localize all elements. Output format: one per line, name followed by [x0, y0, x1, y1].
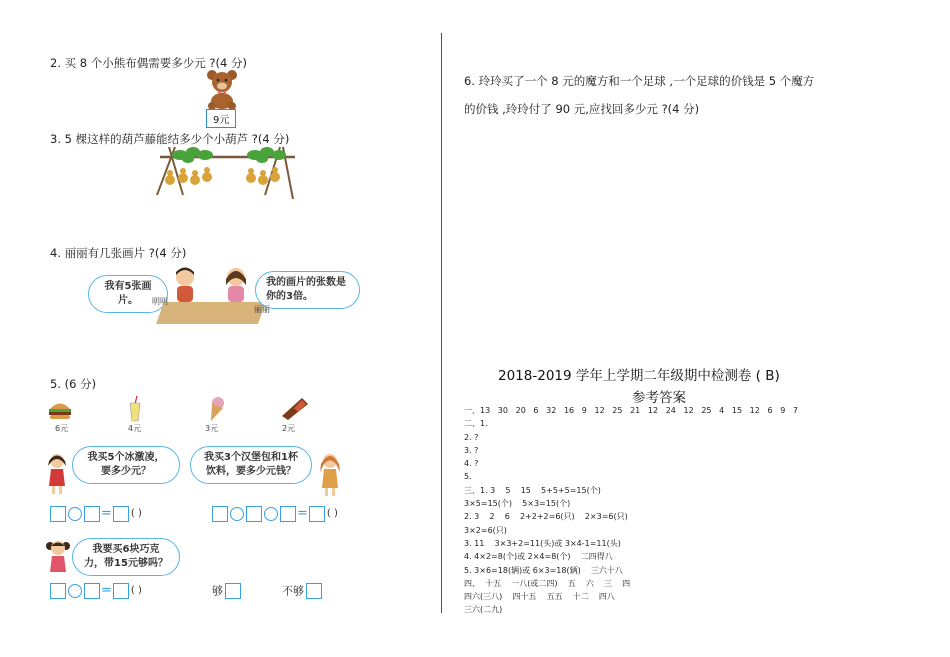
- answer-line: 3. ?: [464, 445, 479, 455]
- question-4-text: 4. 丽丽有几张画片 ?(4 分): [50, 246, 187, 260]
- name-lili: 丽丽: [254, 305, 270, 314]
- answer-box[interactable]: [280, 506, 296, 522]
- price-hamburger: 6元: [55, 424, 69, 433]
- not-enough-checkbox[interactable]: [306, 583, 322, 599]
- name-mingming: 明明: [152, 297, 168, 306]
- bubble-chocolate: 我要买6块巧克力，带15元够吗？: [72, 538, 180, 576]
- bubble-lili: 我的画片的张数是你的3倍。: [255, 271, 360, 309]
- equation-burger: = ( ): [212, 503, 338, 522]
- bubble-ice-cream: 我买5个冰激凌，要多少元？: [72, 446, 180, 484]
- chocolate-icon: [280, 396, 310, 424]
- answer-line: 一、13 30 20 6 32 16 9 12 25 21 12 24 12 25 4 15 12 6 9 7: [464, 406, 799, 415]
- answer-box[interactable]: [309, 506, 325, 522]
- question-5-text: 5. (6 分): [50, 377, 97, 391]
- unit-parenthesis[interactable]: ( ): [326, 508, 338, 519]
- drink-icon: [128, 396, 142, 426]
- not-enough-label: 不够: [282, 584, 304, 598]
- bubble-burger: 我买3个汉堡包和1杯饮料，要多少元钱？: [190, 446, 312, 484]
- answer-box[interactable]: [113, 506, 129, 522]
- answer-line: 3×2=6(只): [464, 525, 507, 535]
- operator-circle[interactable]: [264, 507, 278, 521]
- column-divider: [441, 33, 442, 613]
- answer-line: 二、1.: [464, 419, 488, 429]
- table-image: [156, 302, 266, 324]
- question-2-text: 2. 买 8 个小熊布偶需要多少元 ?(4 分): [50, 56, 247, 70]
- hamburger-icon: [48, 400, 72, 424]
- unit-parenthesis[interactable]: ( ): [130, 585, 142, 596]
- answer-line: 2. 3 2 6 2+2+2=6(只) 2×3=6(只): [464, 512, 628, 522]
- answer-box[interactable]: [50, 506, 66, 522]
- answer-line: 5. 3×6=18(辆)或 6×3=18(辆) 三六十八: [464, 565, 623, 575]
- enough-choice: [212, 580, 241, 599]
- price-drink: 4元: [128, 424, 142, 433]
- answer-box[interactable]: [113, 583, 129, 599]
- question-6-line2: 的价钱 ,玲玲付了 90 元,应找回多少元 ?(4 分): [464, 102, 700, 116]
- answer-line: 4. 4×2=8(个)或 2×4=8(个) 二四得八: [464, 552, 613, 562]
- enough-checkbox[interactable]: [225, 583, 241, 599]
- answer-line: 四六(三八) 四十五 五五 十二 四八: [464, 592, 615, 602]
- answer-line: 四、 十五 一八(或二四) 五 六 三 四: [464, 578, 631, 588]
- answer-line: 三六(二九): [464, 605, 503, 615]
- not-enough-choice: [282, 580, 322, 599]
- operator-circle[interactable]: [68, 584, 82, 598]
- answer-line: 3. 11 3×3+2=11(头)或 3×4-1=11(头): [464, 538, 621, 548]
- equation-chocolate: = ( ): [50, 580, 142, 599]
- unit-parenthesis[interactable]: ( ): [130, 508, 142, 519]
- operator-circle[interactable]: [68, 507, 82, 521]
- question-3-text: 3. 5 棵这样的葫芦藤能结多少个小葫芦 ?(4 分): [50, 132, 290, 146]
- answer-title: 2018-2019 学年上学期二年级期中检测卷 ( B): [498, 368, 780, 384]
- teddy-price-tag: 9元: [206, 109, 236, 128]
- answer-line: 三、1. 3 5 15 5+5+5=15(个): [464, 485, 601, 495]
- question-6-line1: 6. 玲玲买了一个 8 元的魔方和一个足球 ,一个足球的价钱是 5 个魔方: [464, 74, 815, 88]
- answer-box[interactable]: [212, 506, 228, 522]
- answer-box[interactable]: [50, 583, 66, 599]
- teddy-bear-image: [204, 68, 240, 114]
- price-chocolate: 2元: [282, 424, 296, 433]
- answer-line: 2. ?: [464, 432, 479, 442]
- bubble-mingming: 我有5张画片。: [88, 275, 168, 313]
- operator-circle[interactable]: [230, 507, 244, 521]
- enough-label: 够: [212, 584, 223, 598]
- answer-line: 3×5=15(个) 5×3=15(个): [464, 499, 571, 509]
- answer-subtitle: 参考答案: [632, 390, 686, 406]
- girl-left-figure: [46, 452, 68, 500]
- answer-line: 4. ?: [464, 459, 479, 469]
- gourd-vine-image: [155, 145, 300, 204]
- answer-box[interactable]: [84, 506, 100, 522]
- equation-ice-cream: = ( ): [50, 503, 142, 522]
- girl-bottom-figure: [46, 538, 70, 582]
- answer-box[interactable]: [84, 583, 100, 599]
- answer-box[interactable]: [246, 506, 262, 522]
- answer-line: 5.: [464, 472, 472, 482]
- price-ice-cream: 3元: [205, 424, 219, 433]
- girl-right-figure: [318, 452, 342, 502]
- ice-cream-icon: [206, 396, 224, 426]
- answer-list: [464, 404, 798, 617]
